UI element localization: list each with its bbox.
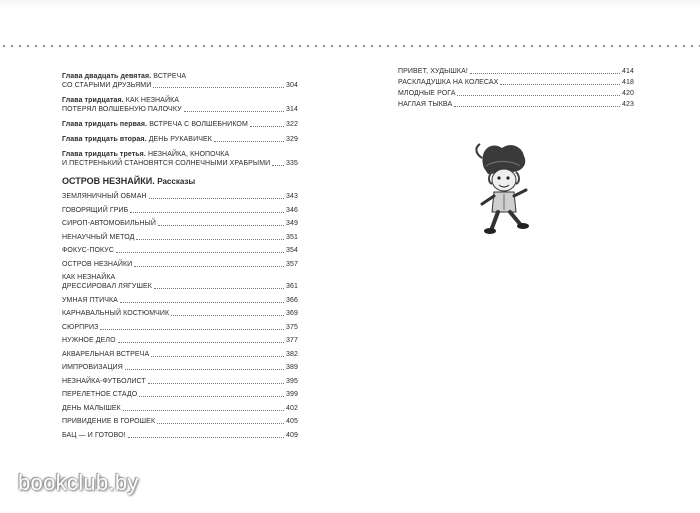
page-number: 329 xyxy=(286,136,298,143)
entry-line xyxy=(62,273,298,282)
chapter-entry xyxy=(62,72,298,90)
dot-leader xyxy=(157,422,284,424)
entry-text: ИМПРОВИЗАЦИЯ xyxy=(62,364,123,371)
page-number: 346 xyxy=(286,206,298,214)
page-number: 395 xyxy=(286,377,298,385)
section-title-sub: Рассказы xyxy=(157,177,196,186)
entry-line-last xyxy=(62,377,298,386)
dot-leader xyxy=(154,287,284,289)
dot-leader xyxy=(151,355,284,357)
entry-text: РАСКЛАДУШКА НА КОЛЕСАХ xyxy=(398,79,499,86)
toc-entry xyxy=(62,233,298,247)
entry-line-last xyxy=(62,431,298,440)
dot-leader xyxy=(214,140,284,142)
entry-line-last xyxy=(398,78,634,87)
entry-line-last xyxy=(62,105,298,114)
character-illustration-icon xyxy=(472,138,536,238)
toc-entry xyxy=(62,260,298,274)
entry-line-last xyxy=(62,390,298,399)
entry-line-last xyxy=(62,219,298,228)
entry-text: МЛОДНЫЕ РОГА xyxy=(398,90,456,97)
toc-entry xyxy=(62,404,298,418)
page-number: 423 xyxy=(622,101,634,108)
dot-leader xyxy=(128,436,284,438)
dot-leader xyxy=(130,211,284,213)
page-number: 402 xyxy=(286,404,298,412)
dot-leader xyxy=(158,224,284,226)
entry-text: ПРИВЕТ, ХУДЫШКА! xyxy=(398,68,468,75)
entry-text: И ПЕСТРЕНЬКИЙ СТАНОВЯТСЯ СОЛНЕЧНЫМИ ХРАБРЫМИ xyxy=(62,160,271,167)
chapter-title: Глава двадцать девятая. xyxy=(62,73,152,80)
chapter-title: Глава тридцать первая. xyxy=(62,121,148,128)
page-number: 361 xyxy=(286,283,298,290)
dot-leader xyxy=(149,197,284,199)
entry-text: КАК НЕЗНАЙКА xyxy=(125,97,180,104)
story-list-left xyxy=(62,192,298,444)
entry-line-last xyxy=(398,89,634,98)
watermark-text: bookclub.by xyxy=(18,470,139,495)
toc-entry xyxy=(62,390,298,404)
toc-entry xyxy=(398,78,634,89)
entry-text: УМНАЯ ПТИЧКА xyxy=(62,296,118,304)
entry-text: АКВАРЕЛЬНАЯ ВСТРЕЧА xyxy=(62,350,150,358)
page-number: 409 xyxy=(286,431,298,439)
toc-entry xyxy=(62,417,298,431)
entry-line-last xyxy=(62,135,298,144)
toc-entry xyxy=(62,323,298,337)
entry-line-last xyxy=(62,309,298,318)
page-number: 357 xyxy=(286,260,298,268)
dot-leader xyxy=(272,164,284,166)
toc-entry xyxy=(398,100,634,111)
entry-line-last xyxy=(62,282,298,291)
page-number: 418 xyxy=(622,79,634,86)
entry-text: НАГЛАЯ ТЫКВА xyxy=(398,101,453,108)
entry-text: НУЖНОЕ ДЕЛО xyxy=(62,337,116,344)
dot-leader xyxy=(134,265,284,267)
chapter-entry xyxy=(62,96,298,114)
dot-leader xyxy=(171,314,284,316)
dot-leader xyxy=(116,251,284,253)
toc-entry xyxy=(62,336,298,350)
dot-leader xyxy=(153,86,284,88)
toc-entry xyxy=(62,377,298,391)
toc-right-column xyxy=(398,67,634,111)
dot-leader xyxy=(125,368,284,370)
chapter-list xyxy=(62,72,298,168)
entry-text: ПЕРЕЛЕТНОЕ СТАДО xyxy=(62,391,138,398)
page-top-edge xyxy=(0,0,700,8)
entry-line-last xyxy=(62,296,298,305)
entry-text: КАК НЕЗНАЙКА xyxy=(62,274,116,281)
page-number: 399 xyxy=(286,391,298,398)
entry-line-last xyxy=(62,233,298,242)
chapter-entry xyxy=(62,150,298,168)
story-list-right xyxy=(398,67,634,111)
entry-text: НЕНАУЧНЫЙ МЕТОД xyxy=(62,233,135,241)
entry-text: ВСТРЕЧА С ВОЛШЕБНИКОМ xyxy=(149,121,248,128)
page-number: 343 xyxy=(286,193,298,200)
toc-entry xyxy=(62,363,298,377)
toc-entry xyxy=(62,296,298,310)
entry-line-last xyxy=(62,350,298,359)
entry-line xyxy=(62,96,298,105)
entry-line-last xyxy=(62,363,298,372)
entry-text: СО СТАРЫМИ ДРУЗЬЯМИ xyxy=(62,82,152,89)
dot-leader xyxy=(148,382,284,384)
entry-line-last xyxy=(62,192,298,201)
toc-entry xyxy=(62,246,298,260)
entry-line-last xyxy=(62,417,298,426)
chapter-entry xyxy=(62,135,298,144)
toc-entry xyxy=(62,273,298,296)
section-title-main: ОСТРОВ НЕЗНАЙКИ. xyxy=(62,176,155,186)
page-number: 375 xyxy=(286,323,298,331)
entry-text: ДЕНЬ РУКАВИЧЕК xyxy=(148,136,212,143)
page-number: 322 xyxy=(286,121,298,128)
page-number: 349 xyxy=(286,220,298,227)
page-number: 389 xyxy=(286,364,298,371)
toc-entry xyxy=(62,431,298,445)
dot-leader xyxy=(454,105,620,107)
entry-line-last xyxy=(62,404,298,413)
page-number: 351 xyxy=(286,233,298,241)
entry-text: ГОВОРЯЩИЙ ГРИБ xyxy=(62,206,129,214)
entry-text: НЕЗНАЙКА-ФУТБОЛИСТ xyxy=(62,377,146,385)
entry-text: ОСТРОВ НЕЗНАЙКИ xyxy=(62,260,133,268)
toc-entry xyxy=(398,89,634,100)
entry-text: ДЕНЬ МАЛЫШЕК xyxy=(62,404,121,412)
dot-leader xyxy=(118,341,284,343)
page-number: 354 xyxy=(286,247,298,254)
chapter-title: Глава тридцатая. xyxy=(62,97,124,104)
page-number: 335 xyxy=(286,160,298,167)
dot-leader xyxy=(120,301,284,303)
toc-entry xyxy=(62,206,298,220)
toc-entry xyxy=(62,350,298,364)
dot-leader xyxy=(123,409,284,411)
entry-line-last xyxy=(62,81,298,90)
entry-line-last xyxy=(62,323,298,332)
dot-leader xyxy=(500,83,620,85)
dot-leader xyxy=(457,94,620,96)
chapter-title: Глава тридцать вторая. xyxy=(62,136,147,143)
dot-leader xyxy=(100,328,284,330)
page-number: 314 xyxy=(286,106,298,113)
entry-text: СИРОП-АВТОМОБИЛЬНЫЙ xyxy=(62,220,156,227)
dot-leader xyxy=(139,395,284,397)
page-number: 382 xyxy=(286,350,298,358)
page-number: 304 xyxy=(286,82,298,89)
toc-left-column xyxy=(62,72,298,444)
page-number: 414 xyxy=(622,68,634,75)
entry-text: ПРИВИДЕНИЕ В ГОРОШЕК xyxy=(62,418,156,425)
entry-text: ВСТРЕЧА xyxy=(153,73,187,80)
toc-entry xyxy=(62,309,298,323)
entry-line-last xyxy=(62,260,298,269)
page-number: 377 xyxy=(286,337,298,344)
entry-line-last xyxy=(62,159,298,168)
page-number: 405 xyxy=(286,418,298,425)
entry-text: ФОКУС-ПОКУС xyxy=(62,247,114,254)
dot-leader xyxy=(184,110,284,112)
entry-text: ПОТЕРЯЛ ВОЛШЕБНУЮ ПАЛОЧКУ xyxy=(62,106,182,113)
dotted-divider xyxy=(0,44,700,48)
entry-line xyxy=(62,72,298,81)
section-title xyxy=(62,176,298,186)
entry-line-last xyxy=(398,67,634,76)
page-number: 369 xyxy=(286,310,298,317)
entry-text: КАРНАВАЛЬНЫЙ КОСТЮМЧИК xyxy=(62,310,170,317)
toc-entry xyxy=(398,67,634,78)
entry-text: БАЦ — И ГОТОВО! xyxy=(62,431,126,439)
dot-leader xyxy=(470,72,620,74)
entry-line xyxy=(62,150,298,159)
entry-line-last xyxy=(398,100,634,109)
entry-text: НЕЗНАЙКА, КНОПОЧКА xyxy=(147,151,230,158)
toc-entry xyxy=(62,192,298,206)
entry-text: ДРЕССИРОВАЛ ЛЯГУШЕК xyxy=(62,283,152,290)
entry-line-last xyxy=(62,206,298,215)
entry-line-last xyxy=(62,336,298,345)
chapter-entry xyxy=(62,120,298,129)
entry-text: ЗЕМЛЯНИЧНЫЙ ОБМАН xyxy=(62,193,147,200)
entry-line-last xyxy=(62,120,298,129)
page-number: 366 xyxy=(286,296,298,304)
toc-entry xyxy=(62,219,298,233)
entry-line-last xyxy=(62,246,298,255)
dot-leader xyxy=(136,238,284,240)
entry-text: СЮРПРИЗ xyxy=(62,323,99,331)
dot-leader xyxy=(250,125,284,127)
page-number: 420 xyxy=(622,90,634,97)
chapter-title: Глава тридцать третья. xyxy=(62,151,146,158)
